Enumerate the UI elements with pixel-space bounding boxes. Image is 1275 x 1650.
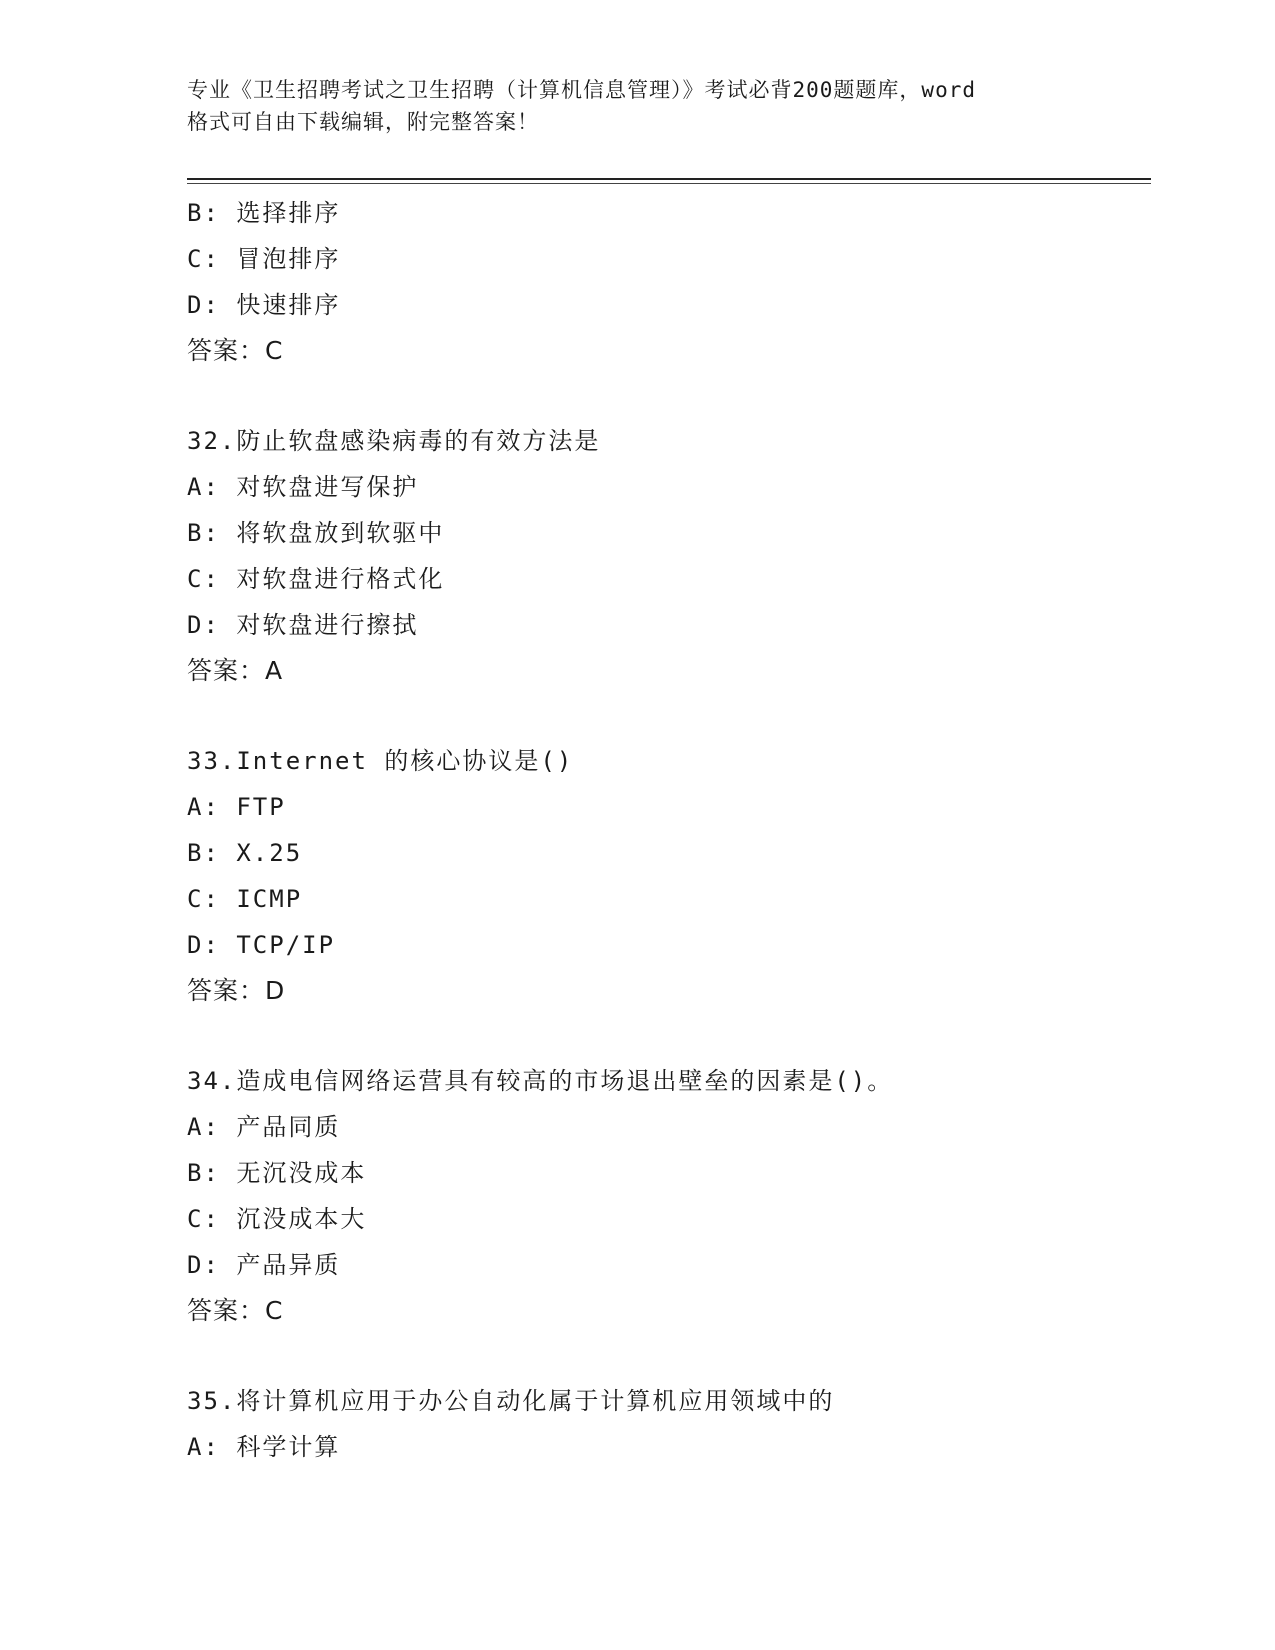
answer-line: 答案：D [187,976,286,1005]
option-a: A: FTP [187,793,286,821]
option-c: C: 对软盘进行格式化 [187,565,445,593]
answer-line: 答案：A [187,656,284,685]
option-d: D: TCP/IP [187,931,336,959]
question-block-33 [187,738,1147,1014]
question-block-31-continued [187,190,1147,374]
option-b: B: X.25 [187,839,303,867]
header-line-2: 格式可自由下载编辑，附完整答案！ [187,110,539,134]
option-a: A: 对软盘进写保护 [187,473,419,501]
option-a: A: 科学计算 [187,1433,341,1461]
question-text: 35.将计算机应用于办公自动化属于计算机应用领域中的 [187,1387,835,1415]
header-divider-thin [187,183,1151,184]
question-list [187,190,1147,1470]
question-text: 34.造成电信网络运营具有较高的市场退出壁垒的因素是()。 [187,1067,894,1095]
option-d: D: 产品异质 [187,1251,341,1279]
header-line-1: 专业《卫生招聘考试之卫生招聘（计算机信息管理）》考试必背200题题库，word [187,78,976,102]
answer-line: 答案：C [187,1296,284,1325]
question-text: 32.防止软盘感染病毒的有效方法是 [187,427,601,455]
answer-line: 答案：C [187,336,284,365]
option-d: D: 快速排序 [187,291,341,319]
header-divider-thick [187,178,1151,180]
option-c: C: 冒泡排序 [187,245,341,273]
option-b: B: 将软盘放到软驱中 [187,519,445,547]
option-b: B: 选择排序 [187,199,341,227]
option-a: A: 产品同质 [187,1113,341,1141]
option-d: D: 对软盘进行擦拭 [187,611,419,639]
option-b: B: 无沉没成本 [187,1159,367,1187]
option-c: C: 沉没成本大 [187,1205,367,1233]
document-header [187,74,1087,138]
question-block-35 [187,1378,1147,1470]
question-block-32 [187,418,1147,694]
option-c: C: ICMP [187,885,303,913]
question-block-34 [187,1058,1147,1334]
question-text: 33.Internet 的核心协议是() [187,747,574,775]
